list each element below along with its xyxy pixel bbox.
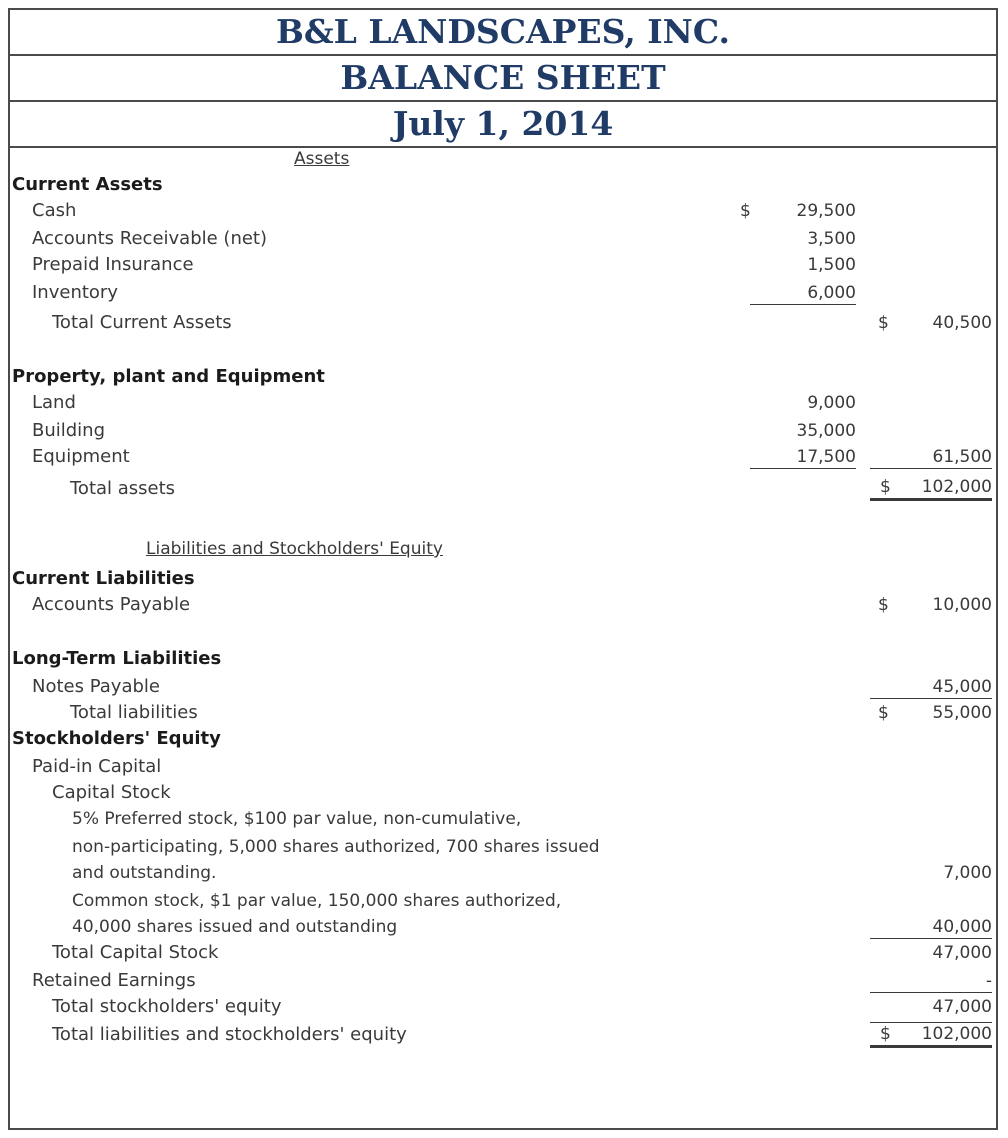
equipment-label: Equipment (32, 446, 130, 467)
building-label: Building (32, 420, 106, 441)
retained-earnings-label: Retained Earnings (32, 970, 196, 991)
total-capital-stock-label: Total Capital Stock (52, 942, 219, 963)
common-stock-line-1: Common stock, $1 par value, 150,000 shares authorized, (72, 891, 562, 911)
total-assets-amount: 102,000 (921, 477, 992, 497)
total-liabilities-equity-amount: 102,000 (921, 1024, 992, 1044)
cash-value: 29,500 (796, 201, 856, 221)
building-value: 35,000 (796, 421, 856, 441)
equipment-value: 17,500 (750, 446, 856, 469)
total-equity-value: 47,000 (932, 997, 992, 1017)
total-assets-value (870, 476, 992, 501)
common-stock-line-2: 40,000 shares issued and outstanding (72, 917, 398, 937)
total-liabilities-label: Total liabilities (70, 702, 198, 723)
company-name: B&L LANDSCAPES, INC. (10, 10, 996, 56)
inventory-label: Inventory (32, 282, 118, 303)
assets-heading: Assets (294, 149, 350, 169)
stockholders-equity-title: Stockholders' Equity (12, 728, 221, 749)
total-assets-label: Total assets (70, 478, 176, 499)
accounts-payable-dollar: $ (878, 595, 889, 615)
notes-payable-label: Notes Payable (32, 676, 160, 697)
preferred-stock-line-2: non-participating, 5,000 shares authorized, 700 shares issued (72, 837, 600, 857)
common-stock-value: 40,000 (870, 916, 992, 939)
preferred-stock-value: 7,000 (943, 863, 992, 883)
long-term-liabilities-title: Long-Term Liabilities (12, 648, 222, 669)
total-liabilities-equity-label: Total liabilities and stockholders' equity (52, 1024, 407, 1045)
total-current-assets-label: Total Current Assets (52, 312, 232, 333)
capital-stock-label: Capital Stock (52, 782, 171, 803)
prepaid-value: 1,500 (807, 255, 856, 275)
ppe-title: Property, plant and Equipment (12, 366, 325, 387)
liabilities-equity-heading: Liabilities and Stockholders' Equity (146, 539, 443, 559)
land-value: 9,000 (807, 393, 856, 413)
inventory-value: 6,000 (750, 282, 856, 305)
ar-value: 3,500 (807, 229, 856, 249)
statement-title: BALANCE SHEET (10, 56, 996, 102)
notes-payable-value: 45,000 (870, 676, 992, 699)
total-current-assets-dollar: $ (878, 313, 889, 333)
accounts-payable-label: Accounts Payable (32, 594, 191, 615)
ar-label: Accounts Receivable (net) (32, 228, 268, 249)
cash-dollar: $ (740, 201, 751, 221)
total-ppe-value: 61,500 (870, 446, 992, 469)
statement-date: July 1, 2014 (10, 102, 996, 148)
cash-label: Cash (32, 200, 77, 221)
total-capital-stock-value: 47,000 (932, 943, 992, 963)
balance-sheet (8, 8, 998, 1130)
current-liabilities-title: Current Liabilities (12, 568, 195, 589)
preferred-stock-line-3: and outstanding. (72, 863, 217, 883)
land-label: Land (32, 392, 76, 413)
total-current-assets-value: 40,500 (932, 313, 992, 333)
total-equity-label: Total stockholders' equity (52, 996, 282, 1017)
total-liabilities-dollar: $ (878, 703, 889, 723)
total-liabilities-equity-value (870, 1022, 992, 1048)
total-liabilities-value: 55,000 (932, 703, 992, 723)
preferred-stock-line-1: 5% Preferred stock, $100 par value, non-cumulative, (72, 809, 522, 829)
current-assets-title: Current Assets (12, 174, 163, 195)
paid-in-capital-label: Paid-in Capital (32, 756, 162, 777)
accounts-payable-value: 10,000 (932, 595, 992, 615)
retained-earnings-value: - (870, 970, 992, 993)
total-liabilities-equity-dollar: $ (880, 1024, 891, 1044)
prepaid-label: Prepaid Insurance (32, 254, 194, 275)
total-assets-dollar: $ (880, 477, 891, 497)
